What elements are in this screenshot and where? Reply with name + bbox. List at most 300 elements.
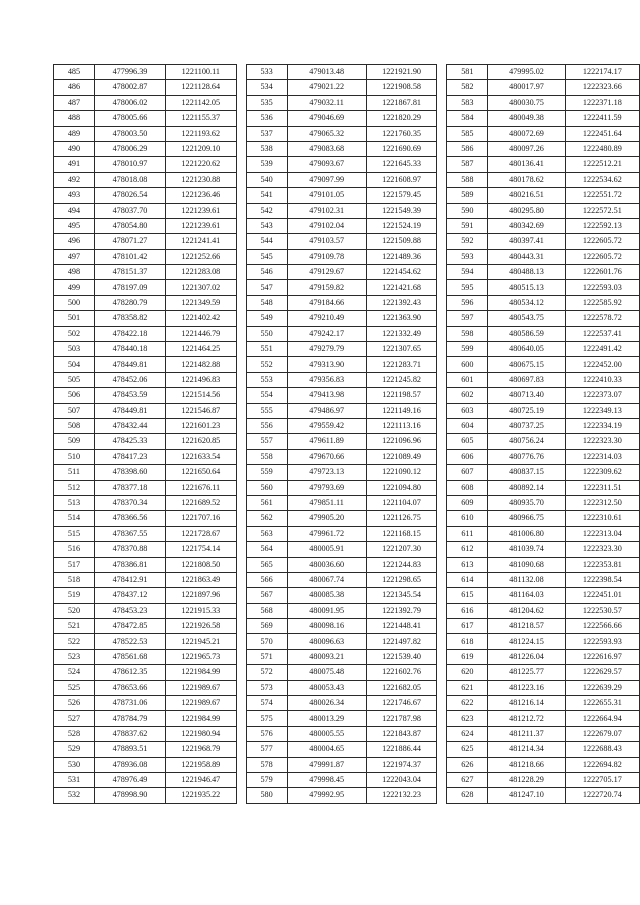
x-coordinate-cell: 478653.66 [94,680,165,695]
y-coordinate-cell: 1221363.90 [366,311,437,326]
column-gap [437,495,447,510]
x-coordinate-cell: 478010.97 [94,157,165,172]
y-coordinate-cell: 1221497.82 [366,634,437,649]
point-number-cell: 574 [246,696,287,711]
x-coordinate-cell: 478003.50 [94,126,165,141]
table-row [54,357,640,372]
x-coordinate-cell: 479313.90 [287,357,366,372]
point-number-cell: 490 [54,141,95,156]
column-gap [437,357,447,372]
y-coordinate-cell: 1221886.44 [366,742,437,757]
x-coordinate-cell: 480072.69 [488,126,565,141]
point-number-cell: 519 [54,588,95,603]
table-row [54,603,640,618]
x-coordinate-cell: 481216.14 [488,696,565,711]
table-row [54,696,640,711]
point-number-cell: 596 [447,295,488,310]
column-gap [437,295,447,310]
y-coordinate-cell: 1221707.16 [166,511,237,526]
y-coordinate-cell: 1221843.87 [366,726,437,741]
y-coordinate-cell: 1222480.89 [565,141,639,156]
column-gap [437,711,447,726]
y-coordinate-cell: 1221935.22 [166,788,237,803]
point-number-cell: 556 [246,418,287,433]
x-coordinate-cell: 481226.04 [488,649,565,664]
y-coordinate-cell: 1221198.57 [366,388,437,403]
point-number-cell: 594 [447,265,488,280]
point-number-cell: 627 [447,772,488,787]
column-gap [437,418,447,433]
column-gap [236,295,246,310]
y-coordinate-cell: 1221307.02 [166,280,237,295]
point-number-cell: 615 [447,588,488,603]
y-coordinate-cell: 1222132.23 [366,788,437,803]
y-coordinate-cell: 1221915.33 [166,603,237,618]
point-number-cell: 606 [447,449,488,464]
y-coordinate-cell: 1222512.21 [565,157,639,172]
y-coordinate-cell: 1222601.76 [565,265,639,280]
x-coordinate-cell: 478417.23 [94,449,165,464]
x-coordinate-cell: 479097.99 [287,172,366,187]
table-row [54,249,640,264]
y-coordinate-cell: 1222451.01 [565,588,639,603]
x-coordinate-cell: 479046.69 [287,111,366,126]
y-coordinate-cell: 1221155.37 [166,111,237,126]
table-row [54,772,640,787]
point-number-cell: 495 [54,218,95,233]
y-coordinate-cell: 1221283.08 [166,265,237,280]
table-row [54,418,640,433]
column-gap [236,126,246,141]
point-number-cell: 582 [447,80,488,95]
x-coordinate-cell: 478936.08 [94,757,165,772]
y-coordinate-cell: 1221921.90 [366,65,437,80]
x-coordinate-cell: 480097.26 [488,141,565,156]
x-coordinate-cell: 481218.57 [488,619,565,634]
y-coordinate-cell: 1221236.46 [166,188,237,203]
x-coordinate-cell: 479093.67 [287,157,366,172]
point-number-cell: 603 [447,403,488,418]
x-coordinate-cell: 478837.62 [94,726,165,741]
x-coordinate-cell: 480935.70 [488,495,565,510]
column-gap [437,542,447,557]
y-coordinate-cell: 1221283.71 [366,357,437,372]
x-coordinate-cell: 480397.41 [488,234,565,249]
point-number-cell: 499 [54,280,95,295]
x-coordinate-cell: 478976.49 [94,772,165,787]
table-row [54,726,640,741]
table-row [54,172,640,187]
point-number-cell: 622 [447,696,488,711]
point-number-cell: 503 [54,342,95,357]
point-number-cell: 501 [54,311,95,326]
x-coordinate-cell: 479129.67 [287,265,366,280]
x-coordinate-cell: 480443.31 [488,249,565,264]
point-number-cell: 530 [54,757,95,772]
table-row [54,649,640,664]
point-number-cell: 538 [246,141,287,156]
column-gap [236,141,246,156]
column-gap [437,218,447,233]
x-coordinate-cell: 480036.60 [287,557,366,572]
coordinate-table [53,64,640,804]
column-gap [236,65,246,80]
point-number-cell: 625 [447,742,488,757]
point-number-cell: 542 [246,203,287,218]
column-gap [236,418,246,433]
point-number-cell: 528 [54,726,95,741]
x-coordinate-cell: 480004.65 [287,742,366,757]
x-coordinate-cell: 479793.69 [287,480,366,495]
y-coordinate-cell: 1222398.54 [565,572,639,587]
point-number-cell: 607 [447,465,488,480]
y-coordinate-cell: 1221754.14 [166,542,237,557]
column-gap [437,234,447,249]
y-coordinate-cell: 1222694.82 [565,757,639,772]
y-coordinate-cell: 1222592.13 [565,218,639,233]
x-coordinate-cell: 479013.48 [287,65,366,80]
point-number-cell: 511 [54,465,95,480]
point-number-cell: 517 [54,557,95,572]
x-coordinate-cell: 478440.18 [94,342,165,357]
y-coordinate-cell: 1222578.72 [565,311,639,326]
x-coordinate-cell: 478422.18 [94,326,165,341]
table-row [54,95,640,110]
y-coordinate-cell: 1222585.92 [565,295,639,310]
table-row [54,757,640,772]
table-row [54,680,640,695]
y-coordinate-cell: 1221867.81 [366,95,437,110]
x-coordinate-cell: 480075.48 [287,665,366,680]
point-number-cell: 488 [54,111,95,126]
y-coordinate-cell: 1221620.85 [166,434,237,449]
x-coordinate-cell: 481132.08 [488,572,565,587]
point-number-cell: 598 [447,326,488,341]
point-number-cell: 527 [54,711,95,726]
x-coordinate-cell: 481006.80 [488,526,565,541]
x-coordinate-cell: 477996.39 [94,65,165,80]
y-coordinate-cell: 1221645.33 [366,157,437,172]
point-number-cell: 605 [447,434,488,449]
y-coordinate-cell: 1221509.88 [366,234,437,249]
point-number-cell: 608 [447,480,488,495]
table-row [54,141,640,156]
table-row [54,372,640,387]
point-number-cell: 567 [246,588,287,603]
point-number-cell: 525 [54,680,95,695]
point-number-cell: 611 [447,526,488,541]
y-coordinate-cell: 1221220.62 [166,157,237,172]
x-coordinate-cell: 479184.66 [287,295,366,310]
point-number-cell: 537 [246,126,287,141]
y-coordinate-cell: 1221392.79 [366,603,437,618]
x-coordinate-cell: 479021.22 [287,80,366,95]
x-coordinate-cell: 479998.45 [287,772,366,787]
column-gap [236,788,246,803]
column-gap [236,403,246,418]
y-coordinate-cell: 1221689.52 [166,495,237,510]
point-number-cell: 523 [54,649,95,664]
point-number-cell: 544 [246,234,287,249]
x-coordinate-cell: 478367.55 [94,526,165,541]
column-gap [437,619,447,634]
x-coordinate-cell: 478037.70 [94,203,165,218]
y-coordinate-cell: 1221089.49 [366,449,437,464]
column-gap [437,634,447,649]
y-coordinate-cell: 1221958.89 [166,757,237,772]
point-number-cell: 512 [54,480,95,495]
x-coordinate-cell: 480586.59 [488,326,565,341]
column-gap [437,665,447,680]
x-coordinate-cell: 479101.05 [287,188,366,203]
y-coordinate-cell: 1222452.00 [565,357,639,372]
table-row [54,619,640,634]
point-number-cell: 487 [54,95,95,110]
x-coordinate-cell: 478101.42 [94,249,165,264]
point-number-cell: 584 [447,111,488,126]
x-coordinate-cell: 480776.76 [488,449,565,464]
y-coordinate-cell: 1222314.03 [565,449,639,464]
column-gap [236,111,246,126]
point-number-cell: 604 [447,418,488,433]
x-coordinate-cell: 478731.06 [94,696,165,711]
point-number-cell: 573 [246,680,287,695]
column-gap [236,234,246,249]
x-coordinate-cell: 480026.34 [287,696,366,711]
x-coordinate-cell: 480085.38 [287,588,366,603]
y-coordinate-cell: 1222616.97 [565,649,639,664]
x-coordinate-cell: 478151.37 [94,265,165,280]
x-coordinate-cell: 480017.97 [488,80,565,95]
y-coordinate-cell: 1222688.43 [565,742,639,757]
point-number-cell: 613 [447,557,488,572]
column-gap [236,526,246,541]
y-coordinate-cell: 1221608.97 [366,172,437,187]
column-gap [437,696,447,711]
column-gap [437,188,447,203]
x-coordinate-cell: 480091.95 [287,603,366,618]
y-coordinate-cell: 1221239.61 [166,218,237,233]
point-number-cell: 578 [246,757,287,772]
y-coordinate-cell: 1221601.23 [166,418,237,433]
point-number-cell: 575 [246,711,287,726]
y-coordinate-cell: 1221446.79 [166,326,237,341]
point-number-cell: 492 [54,172,95,187]
x-coordinate-cell: 478006.02 [94,95,165,110]
y-coordinate-cell: 1221307.65 [366,342,437,357]
point-number-cell: 620 [447,665,488,680]
column-gap [437,603,447,618]
x-coordinate-cell: 478005.66 [94,111,165,126]
point-number-cell: 565 [246,557,287,572]
point-number-cell: 577 [246,742,287,757]
y-coordinate-cell: 1221980.94 [166,726,237,741]
column-gap [437,572,447,587]
column-gap [236,680,246,695]
point-number-cell: 546 [246,265,287,280]
x-coordinate-cell: 478432.44 [94,418,165,433]
x-coordinate-cell: 480966.75 [488,511,565,526]
x-coordinate-cell: 478449.81 [94,403,165,418]
column-gap [437,388,447,403]
x-coordinate-cell: 480030.75 [488,95,565,110]
point-number-cell: 552 [246,357,287,372]
y-coordinate-cell: 1222349.13 [565,403,639,418]
y-coordinate-cell: 1221096.96 [366,434,437,449]
table-row [54,218,640,233]
point-number-cell: 592 [447,234,488,249]
point-number-cell: 510 [54,449,95,464]
table-row [54,403,640,418]
point-number-cell: 543 [246,218,287,233]
y-coordinate-cell: 1222451.64 [565,126,639,141]
point-number-cell: 563 [246,526,287,541]
point-number-cell: 600 [447,357,488,372]
table-row [54,665,640,680]
y-coordinate-cell: 1222551.72 [565,188,639,203]
column-gap [437,111,447,126]
x-coordinate-cell: 478472.85 [94,619,165,634]
point-number-cell: 561 [246,495,287,510]
y-coordinate-cell: 1221464.25 [166,342,237,357]
y-coordinate-cell: 1221209.10 [166,141,237,156]
x-coordinate-cell: 481204.62 [488,603,565,618]
point-number-cell: 533 [246,65,287,80]
table-row [54,711,640,726]
table-row [54,588,640,603]
point-number-cell: 569 [246,619,287,634]
x-coordinate-cell: 479083.68 [287,141,366,156]
x-coordinate-cell: 481247.10 [488,788,565,803]
x-coordinate-cell: 480295.80 [488,203,565,218]
y-coordinate-cell: 1221489.36 [366,249,437,264]
point-number-cell: 616 [447,603,488,618]
y-coordinate-cell: 1221142.05 [166,95,237,110]
x-coordinate-cell: 479159.82 [287,280,366,295]
table-row [54,542,640,557]
y-coordinate-cell: 1221454.62 [366,265,437,280]
y-coordinate-cell: 1221392.43 [366,295,437,310]
y-coordinate-cell: 1222310.61 [565,511,639,526]
y-coordinate-cell: 1221090.12 [366,465,437,480]
table-row [54,634,640,649]
x-coordinate-cell: 478522.53 [94,634,165,649]
point-number-cell: 514 [54,511,95,526]
y-coordinate-cell: 1221863.49 [166,572,237,587]
point-number-cell: 571 [246,649,287,664]
x-coordinate-cell: 481225.77 [488,665,565,680]
x-coordinate-cell: 480005.55 [287,726,366,741]
point-number-cell: 580 [246,788,287,803]
x-coordinate-cell: 478366.56 [94,511,165,526]
x-coordinate-cell: 481228.29 [488,772,565,787]
x-coordinate-cell: 480640.05 [488,342,565,357]
point-number-cell: 570 [246,634,287,649]
point-number-cell: 588 [447,172,488,187]
y-coordinate-cell: 1221128.64 [166,80,237,95]
y-coordinate-cell: 1221496.83 [166,372,237,387]
x-coordinate-cell: 478893.51 [94,742,165,757]
x-coordinate-cell: 479611.89 [287,434,366,449]
x-coordinate-cell: 479210.49 [287,311,366,326]
x-coordinate-cell: 479065.32 [287,126,366,141]
column-gap [437,557,447,572]
x-coordinate-cell: 478370.34 [94,495,165,510]
x-coordinate-cell: 479486.97 [287,403,366,418]
y-coordinate-cell: 1221908.58 [366,80,437,95]
x-coordinate-cell: 480136.41 [488,157,565,172]
y-coordinate-cell: 1221230.88 [166,172,237,187]
point-number-cell: 505 [54,372,95,387]
point-number-cell: 593 [447,249,488,264]
point-number-cell: 583 [447,95,488,110]
x-coordinate-cell: 480515.13 [488,280,565,295]
point-number-cell: 585 [447,126,488,141]
x-coordinate-cell: 480098.16 [287,619,366,634]
point-number-cell: 534 [246,80,287,95]
column-gap [236,172,246,187]
y-coordinate-cell: 1221245.82 [366,372,437,387]
y-coordinate-cell: 1221820.29 [366,111,437,126]
point-number-cell: 628 [447,788,488,803]
x-coordinate-cell: 479413.98 [287,388,366,403]
point-number-cell: 526 [54,696,95,711]
point-number-cell: 562 [246,511,287,526]
column-gap [437,326,447,341]
x-coordinate-cell: 480342.69 [488,218,565,233]
column-gap [437,203,447,218]
point-number-cell: 502 [54,326,95,341]
point-number-cell: 518 [54,572,95,587]
point-number-cell: 549 [246,311,287,326]
y-coordinate-cell: 1221104.07 [366,495,437,510]
x-coordinate-cell: 479670.66 [287,449,366,464]
y-coordinate-cell: 1222639.29 [565,680,639,695]
point-number-cell: 504 [54,357,95,372]
point-number-cell: 541 [246,188,287,203]
point-number-cell: 500 [54,295,95,310]
point-number-cell: 621 [447,680,488,695]
column-gap [236,557,246,572]
y-coordinate-cell: 1222605.72 [565,249,639,264]
x-coordinate-cell: 481039.74 [488,542,565,557]
y-coordinate-cell: 1221787.98 [366,711,437,726]
y-coordinate-cell: 1221808.50 [166,557,237,572]
column-gap [236,95,246,110]
point-number-cell: 513 [54,495,95,510]
table-row [54,65,640,80]
x-coordinate-cell: 478358.82 [94,311,165,326]
column-gap [437,757,447,772]
column-gap [437,403,447,418]
column-gap [236,326,246,341]
y-coordinate-cell: 1222313.04 [565,526,639,541]
point-number-cell: 493 [54,188,95,203]
y-coordinate-cell: 1222593.93 [565,634,639,649]
column-gap [236,311,246,326]
y-coordinate-cell: 1222334.19 [565,418,639,433]
column-gap [437,157,447,172]
table-row [54,742,640,757]
table-row [54,111,640,126]
column-gap [236,203,246,218]
x-coordinate-cell: 478425.33 [94,434,165,449]
x-coordinate-cell: 480013.29 [287,711,366,726]
y-coordinate-cell: 1222572.51 [565,203,639,218]
point-number-cell: 507 [54,403,95,418]
y-coordinate-cell: 1221989.67 [166,680,237,695]
y-coordinate-cell: 1222323.30 [565,542,639,557]
